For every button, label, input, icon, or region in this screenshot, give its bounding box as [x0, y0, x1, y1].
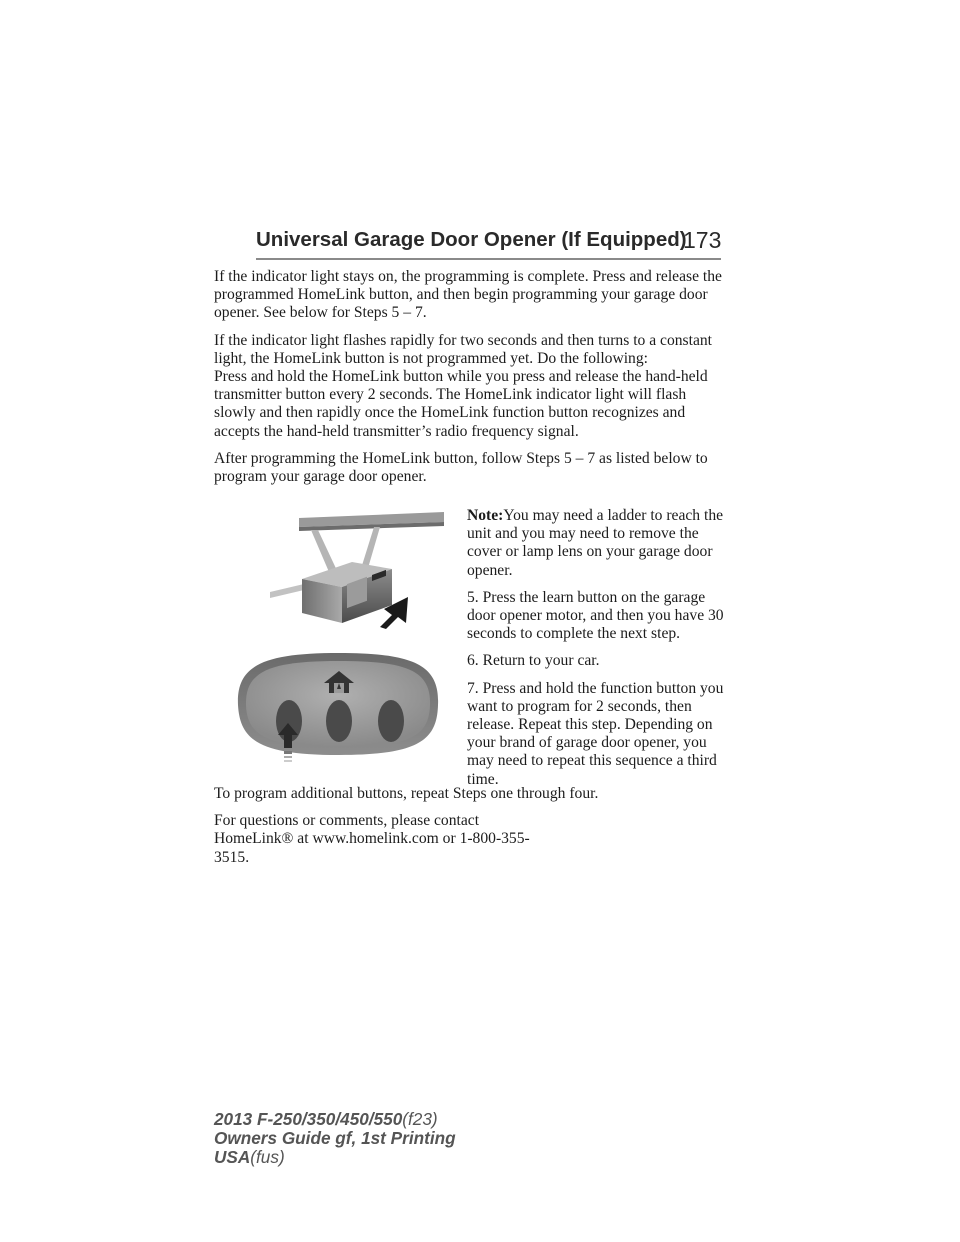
paragraph-contact: For questions or comments, please contact HomeLink® at www.homelink.com or 1-800-355-3515.	[214, 812, 530, 866]
footer-model: 2013 F-250/350/450/550	[214, 1109, 403, 1129]
footer-model-line	[214, 1110, 456, 1129]
homelink-buttons-illustration	[234, 645, 444, 770]
body-text-top	[214, 268, 724, 495]
paragraph-indicator-flashes: If the indicator light flashes rapidly for two seconds and then turns to a constant light, the HomeLink button is not programmed yet. Do the following:	[214, 331, 713, 367]
paragraph-after-programming: After programming the HomeLink button, follow Steps 5 – 7 as listed below to program your garage door opener.	[214, 449, 708, 486]
page-footer	[214, 1110, 456, 1167]
footer-market-code: (fus)	[250, 1147, 285, 1167]
footer-market: USA	[214, 1147, 251, 1167]
footer-guide: Owners Guide gf, 1st Printing	[214, 1128, 456, 1148]
paragraph-press-and-hold: Press and hold the HomeLink button while you press and release the hand-held transmitter button every 2 seconds. The HomeLink indicator light will flash slowly and then rapidly once the HomeLink function button recognizes and accepts the hand-held transmitter’s radio frequency signal.	[214, 368, 708, 440]
step-6: 6. Return to your car.	[467, 652, 600, 670]
body-text-bottom	[214, 785, 724, 876]
page-number: 173	[683, 227, 722, 253]
paragraph-additional-buttons: To program additional buttons, repeat Steps one through four.	[214, 785, 599, 802]
steps-column	[467, 507, 729, 798]
note-text: You may need a ladder to reach the unit and you may need to remove the cover or lamp lens on your garage door opener.	[467, 507, 724, 579]
header-rule	[256, 258, 721, 260]
footer-model-code: (f23)	[402, 1109, 438, 1129]
paragraph-indicator-on: If the indicator light stays on, the programming is complete. Press and release the programmed HomeLink button, and then begin programming your garage door opener. See below for Steps 5 – 7.	[214, 268, 722, 322]
note	[467, 507, 729, 580]
garage-opener-illustration	[262, 505, 462, 640]
step-7: 7. Press and hold the function button you want to program for 2 seconds, then release. Repeat this step. Depending on your brand of garage door opener, you may need to repeat this sequence a third time.	[467, 679, 724, 788]
step-5: 5. Press the learn button on the garage door opener motor, and then you have 30 seconds to complete the next step.	[467, 588, 724, 643]
footer-market-line	[214, 1148, 456, 1167]
section-title: Universal Garage Door Opener (If Equipped)	[256, 228, 687, 251]
note-label: Note:	[467, 507, 504, 524]
